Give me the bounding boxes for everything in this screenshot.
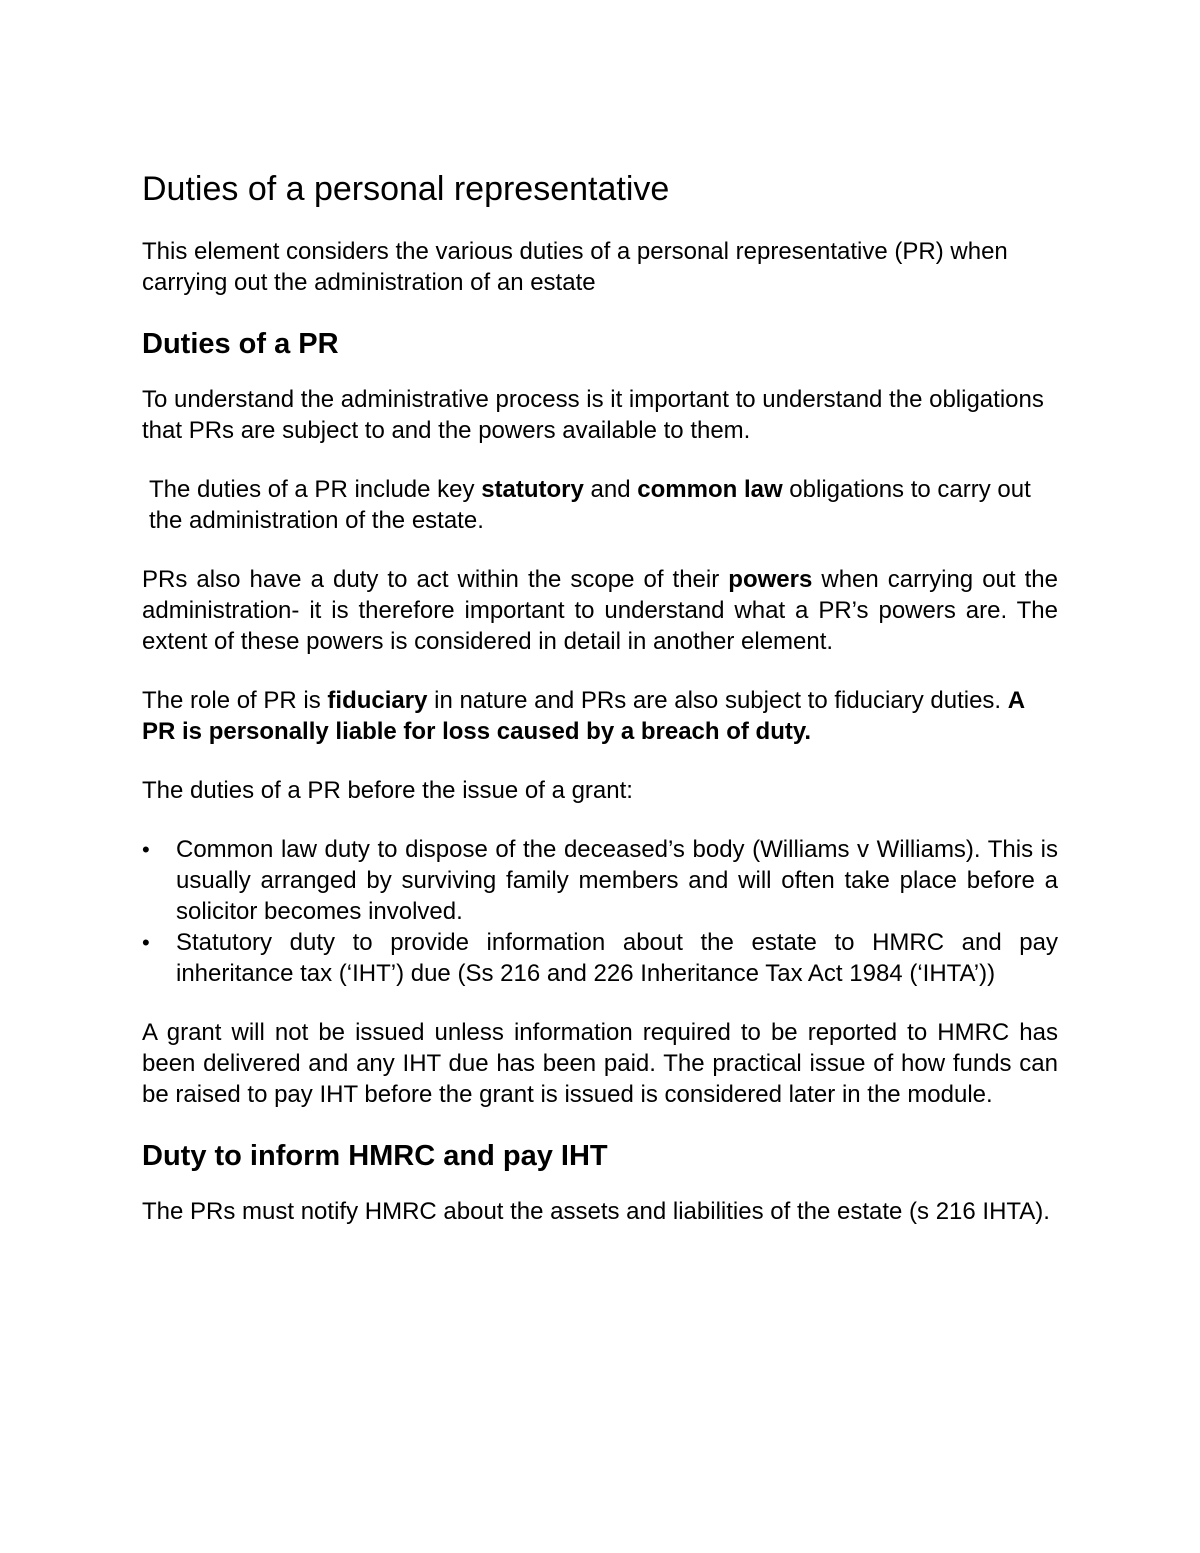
paragraph-administrative-process: To understand the administrative process is it important to understand the obligations that PRs are subject to and the powers available to them. bbox=[142, 386, 1044, 444]
paragraph-statutory-common-law bbox=[142, 474, 1058, 536]
bold-term-statutory: statutory bbox=[481, 476, 584, 503]
bold-term-common-law: common law bbox=[637, 476, 783, 503]
paragraph-duties-before-grant: The duties of a PR before the issue of a grant: bbox=[142, 777, 633, 804]
bold-term-powers: powers bbox=[728, 566, 813, 593]
list-item bbox=[142, 834, 1058, 927]
bold-term-fiduciary: fiduciary bbox=[327, 687, 428, 714]
document-title: Duties of a personal representative bbox=[142, 170, 670, 208]
paragraph-powers bbox=[142, 564, 1058, 657]
list-item bbox=[142, 927, 1058, 989]
bullet-icon: • bbox=[142, 930, 150, 955]
text-span: PRs also have a duty to act within the scope of their bbox=[142, 566, 729, 593]
text-span: in nature and PRs are also subject to fiduciary duties. bbox=[427, 687, 1008, 714]
text-span: The role of PR is bbox=[142, 687, 328, 714]
intro-paragraph: This element considers the various duties of a personal representative (PR) when carrying out the administration of an estate bbox=[142, 238, 1008, 296]
text-span: when carrying out the administration- it is therefore important to understand what a PR’s powers are. The extent of these powers is considered in detail in another element. bbox=[142, 566, 1058, 655]
duties-list bbox=[142, 834, 1058, 989]
list-item-text: Common law duty to dispose of the deceased’s body (Williams v Williams). This is usually arranged by surviving family members and will often take place before a solicitor becomes involved. bbox=[176, 836, 1058, 925]
text-span: The duties of a PR include key bbox=[149, 476, 482, 503]
text-span: and bbox=[583, 476, 638, 503]
bold-statement-liability: A PR is personally liable for loss caused by a breach of duty. bbox=[142, 687, 1025, 745]
bullet-icon: • bbox=[142, 837, 150, 862]
text-span: obligations to carry out the administration of the estate. bbox=[149, 476, 1031, 534]
section-heading-inform-hmrc: Duty to inform HMRC and pay IHT bbox=[142, 1140, 608, 1172]
document-page bbox=[142, 168, 1058, 1255]
paragraph-fiduciary bbox=[142, 685, 1058, 747]
paragraph-grant-issue: A grant will not be issued unless information required to be reported to HMRC has been delivered and any IHT due has been paid. The practical issue of how funds can be raised to pay IHT before the grant is issued is considered later in the module. bbox=[142, 1019, 1058, 1108]
paragraph-notify-hmrc: The PRs must notify HMRC about the assets and liabilities of the estate (s 216 IHTA). bbox=[142, 1198, 1050, 1225]
list-item-text: Statutory duty to provide information about the estate to HMRC and pay inheritance tax (‘IHT’) due (Ss 216 and 226 Inheritance Tax Act 1984 (‘IHTA’)) bbox=[176, 929, 1058, 987]
section-heading-duties-of-pr: Duties of a PR bbox=[142, 328, 339, 360]
